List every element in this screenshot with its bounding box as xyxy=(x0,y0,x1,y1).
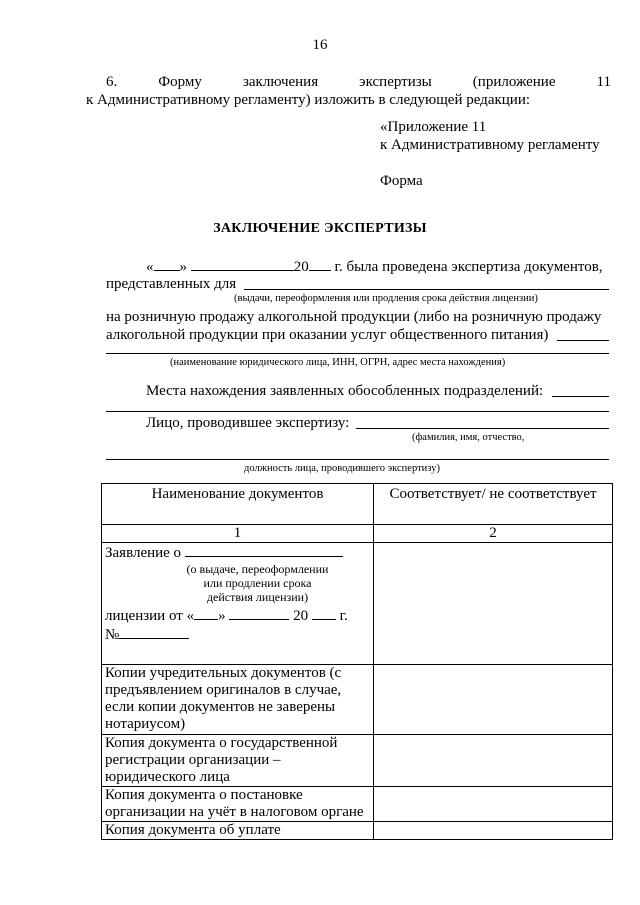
sentence-end: г. была проведена экспертиза документов, xyxy=(334,259,603,275)
date-line xyxy=(146,257,603,276)
application-hint-1: (о выдаче, переоформлении xyxy=(186,562,329,576)
license-date-line xyxy=(105,606,370,625)
presented-for-label: представленных для xyxy=(106,276,237,292)
license-month-blank xyxy=(229,606,289,620)
application-blank xyxy=(185,543,343,557)
expert-blank-1 xyxy=(356,428,609,429)
catering-blank xyxy=(557,340,609,341)
license-number-line xyxy=(105,625,370,644)
item-6-line1: 6. Форму заключения экспертизы (приложение 11 xyxy=(106,74,611,90)
table-row xyxy=(102,822,613,840)
item-6-line2: к Административному регламенту) изложить в следующей редакции: xyxy=(86,92,531,108)
document-title: ЗАКЛЮЧЕНИЕ ЭКСПЕРТИЗЫ xyxy=(213,221,427,236)
license-number-blank xyxy=(119,625,189,639)
purpose-hint: (выдачи, переоформления или продления срока действия лицензии) xyxy=(234,293,538,304)
table-row xyxy=(102,665,613,735)
appendix-label: «Приложение 11 xyxy=(380,119,487,135)
form-label: Форма xyxy=(380,173,423,189)
document-name-cell: Копии учредительных документов (с предъявлением оригиналов в случае, если копии документов не заверены нотариусом) xyxy=(102,665,374,735)
compliance-cell xyxy=(374,822,613,840)
month-blank xyxy=(191,257,294,271)
header-compliance xyxy=(374,484,613,525)
year-prefix: 20 xyxy=(293,259,309,275)
appendix-regulation: к Административному регламенту xyxy=(380,137,600,153)
quote-open: « xyxy=(146,259,154,275)
day-blank xyxy=(154,257,180,271)
header-documents: Наименование документов xyxy=(102,484,374,525)
application-prefix: Заявление о xyxy=(105,545,182,561)
column-number-row xyxy=(102,525,613,543)
retail-line: на розничную продажу алкогольной продукции (либо на розничную продажу xyxy=(106,309,602,325)
organization-hint: (наименование юридического лица, ИНН, ОГРН, адрес места нахождения) xyxy=(170,357,506,368)
document-name-cell: Копия документа о государственной регистрации организации – юридического лица xyxy=(102,735,374,787)
quote-close: » xyxy=(179,259,187,275)
license-year-suffix: г. xyxy=(339,608,348,624)
expert-position-hint: должность лица, проводившего экспертизу) xyxy=(244,463,440,474)
locations-blank-1 xyxy=(552,396,609,397)
application-line xyxy=(105,543,370,562)
license-year-prefix: 20 xyxy=(293,608,309,624)
column-number-1: 1 xyxy=(102,525,374,543)
table-row xyxy=(102,787,613,822)
catering-line: алкогольной продукции при оказании услуг общественного питания) xyxy=(106,327,549,343)
number-sign: № xyxy=(105,627,120,643)
expert-name-hint: (фамилия, имя, отчество, xyxy=(412,432,525,443)
document-name-cell: Копия документа об уплате xyxy=(102,822,374,840)
locations-label: Места нахождения заявленных обособленных подразделений: xyxy=(146,383,544,399)
header-compliance-text: Соответствует/ не соответствует xyxy=(389,486,597,502)
table-header-row xyxy=(102,484,613,525)
application-hint xyxy=(105,562,370,604)
expert-blank-2 xyxy=(106,459,609,460)
column-number-2: 2 xyxy=(374,525,613,543)
organization-blank xyxy=(106,353,609,354)
compliance-cell xyxy=(374,735,613,787)
table-row xyxy=(102,735,613,787)
compliance-cell xyxy=(374,787,613,822)
license-prefix: лицензии от « xyxy=(105,608,195,624)
table-row xyxy=(102,543,613,665)
compliance-cell xyxy=(374,665,613,735)
page-number: 16 xyxy=(312,37,328,53)
documents-table xyxy=(101,483,613,840)
license-quote-close: » xyxy=(218,608,226,624)
compliance-cell xyxy=(374,543,613,665)
application-hint-2: или продлении срока xyxy=(203,576,312,590)
year-blank xyxy=(309,257,331,271)
application-hint-3: действия лицензии) xyxy=(206,590,309,604)
document-name-cell: Копия документа о постановке организации на учёт в налоговом органе xyxy=(102,787,374,822)
license-day-blank xyxy=(194,606,218,620)
item-6-paragraph xyxy=(86,73,611,109)
application-cell xyxy=(102,543,374,665)
license-year-blank xyxy=(312,606,336,620)
locations-blank-2 xyxy=(106,411,609,412)
purpose-blank xyxy=(244,289,609,290)
expert-label: Лицо, проводившее экспертизу: xyxy=(146,415,350,431)
